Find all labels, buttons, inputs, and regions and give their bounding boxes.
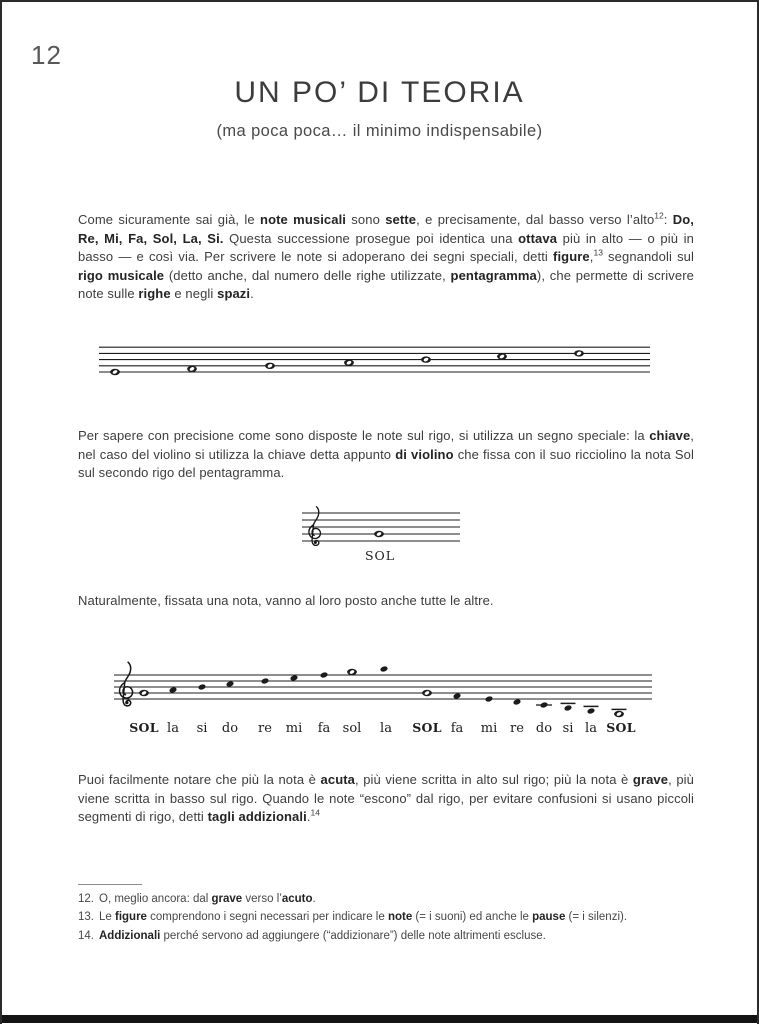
text-run: più in alto — o più in basso — e così via. Per scrivere le note si adoperano dei segni speciali, detti bbox=[78, 230, 694, 265]
text-run: sono bbox=[346, 212, 386, 227]
notehead bbox=[485, 695, 494, 702]
text-run: ottava bbox=[518, 230, 558, 246]
text-run: chiave bbox=[649, 428, 691, 443]
text-run: comprendono i segni necessari per indicare le bbox=[146, 911, 388, 924]
note-name-label: mi bbox=[480, 721, 498, 736]
text-run: acuto bbox=[281, 893, 313, 905]
text-run: note musicali bbox=[260, 212, 347, 227]
text-run: pentagramma bbox=[450, 267, 537, 283]
notehead bbox=[261, 677, 270, 684]
page-bottom-band bbox=[2, 1015, 757, 1023]
notehead bbox=[540, 701, 549, 708]
footnote-separator bbox=[78, 884, 142, 885]
text-run: rigo musicale bbox=[78, 267, 165, 283]
footnote-ref: 13 bbox=[593, 247, 603, 258]
note-name-label: sol bbox=[342, 721, 362, 736]
text-run: Come sicuramente sai già, le bbox=[78, 212, 261, 227]
text-run: righe bbox=[138, 286, 171, 302]
footnote-number: 13. bbox=[78, 911, 94, 924]
text-run: che fissa con il suo ricciolino la nota Sol sul secondo rigo del pentagramma. bbox=[78, 446, 694, 481]
note-name-label: si bbox=[196, 721, 208, 736]
text-run: Naturalmente, fissata una nota, vanno al loro posto anche tutte le altre. bbox=[78, 593, 494, 608]
footnote-14 bbox=[78, 927, 698, 945]
footnote-text bbox=[99, 927, 546, 945]
text-run: di violino bbox=[395, 446, 454, 462]
text-run: , più viene scritta in basso sul rigo. Quando le note “escono” dal rigo, per evitare confusioni si usano piccoli segmenti di rigo, detti bbox=[78, 772, 694, 825]
page-number: 12 bbox=[31, 40, 62, 70]
page-title: UN PO’ DI TEORIA bbox=[234, 76, 525, 109]
footnote-number: 12. bbox=[78, 893, 94, 905]
notehead bbox=[587, 707, 596, 714]
notehead bbox=[320, 671, 329, 678]
note-name-label: la bbox=[380, 721, 392, 736]
notehead bbox=[380, 665, 389, 672]
text-run: , nel caso del violino si utilizza la chiave detta appunto bbox=[78, 428, 694, 462]
note-name-label: si bbox=[562, 721, 574, 736]
footnotes bbox=[78, 884, 698, 945]
text-run: figure bbox=[553, 249, 590, 265]
footnote-text bbox=[99, 908, 627, 926]
text-run: sette bbox=[385, 212, 417, 227]
staff-figure-seven-whole-notes bbox=[87, 332, 662, 387]
paragraph-other-notes bbox=[78, 592, 694, 611]
note-name-label: re bbox=[258, 721, 272, 736]
text-run: . bbox=[306, 809, 311, 825]
text-run: , più viene scritta in alto sul rigo; più la nota è bbox=[355, 772, 633, 787]
notehead bbox=[198, 683, 207, 690]
note-name-label: la bbox=[585, 721, 597, 736]
page-subtitle: (ma poca poca… il minimo indispensabile) bbox=[216, 122, 543, 140]
text-run: Questa successione prosegue poi identica una bbox=[223, 230, 519, 246]
footnote-text bbox=[99, 890, 316, 908]
staff-figure-treble-clef-sol bbox=[292, 497, 472, 572]
note-name-label: fa bbox=[317, 721, 331, 736]
paragraph-clef bbox=[78, 427, 694, 483]
text-run: Addizionali bbox=[99, 929, 161, 942]
text-run: (= i silenzi). bbox=[565, 911, 628, 924]
text-run: Per sapere con precisione come sono disposte le note sul rigo, si utilizza un segno speciale: la bbox=[78, 428, 650, 443]
text-run: note bbox=[387, 911, 413, 924]
footnote-13 bbox=[78, 908, 698, 926]
note-name-label: SOL bbox=[364, 548, 396, 563]
text-run: grave bbox=[632, 772, 669, 787]
footnote-12 bbox=[78, 890, 698, 908]
text-run: . bbox=[250, 286, 254, 302]
note-name-label: SOL bbox=[129, 720, 159, 735]
text-run: (= i suoni) ed anche le bbox=[412, 911, 533, 924]
note-name-label: fa bbox=[450, 721, 464, 736]
text-run: figure bbox=[115, 911, 147, 924]
paragraph-notes-intro bbox=[78, 211, 694, 304]
text-run: , bbox=[589, 249, 594, 265]
notehead bbox=[564, 704, 573, 711]
text-run: grave bbox=[211, 893, 243, 905]
text-run: Le bbox=[99, 911, 115, 924]
text-run: (detto anche, dal numero delle righe utilizzate, bbox=[164, 267, 451, 283]
text-run: acuta bbox=[320, 772, 355, 787]
text-run: perché servono ad aggiungere (“addizionare”) delle note altrimenti escluse. bbox=[160, 929, 546, 942]
text-run: : bbox=[663, 212, 673, 227]
footnote-number: 14. bbox=[78, 929, 94, 942]
text-run: segnandoli sul bbox=[602, 249, 694, 265]
staff-figure-scale-up-down bbox=[102, 652, 667, 742]
text-run: , e precisamente, dal basso verso l’alto bbox=[416, 212, 655, 227]
text-run: pause bbox=[532, 911, 566, 924]
note-name-label: do bbox=[221, 721, 239, 736]
paragraph-acuta-grave bbox=[78, 771, 694, 827]
text-run: Do, Re, Mi, Fa, Sol, La, Si. bbox=[78, 212, 695, 246]
footnote-ref: 12 bbox=[654, 210, 664, 221]
note-name-label: SOL bbox=[412, 720, 442, 735]
text-run: ), che permette di scrivere note sulle bbox=[78, 267, 694, 302]
text-run: e negli bbox=[170, 286, 218, 302]
footnote-ref: 14 bbox=[310, 807, 320, 818]
text-run: verso l’ bbox=[242, 893, 282, 905]
text-run: Puoi facilmente notare che più la nota è bbox=[78, 772, 321, 787]
note-name-label: la bbox=[167, 721, 179, 736]
note-name-label: do bbox=[535, 721, 553, 736]
note-name-label: SOL bbox=[606, 720, 636, 735]
text-run: O, meglio ancora: dal bbox=[99, 893, 212, 905]
note-name-label: re bbox=[510, 721, 524, 736]
text-run: spazi bbox=[217, 286, 251, 302]
note-name-label: mi bbox=[285, 721, 303, 736]
text-run: . bbox=[312, 893, 316, 905]
text-run: tagli addizionali bbox=[207, 809, 307, 825]
